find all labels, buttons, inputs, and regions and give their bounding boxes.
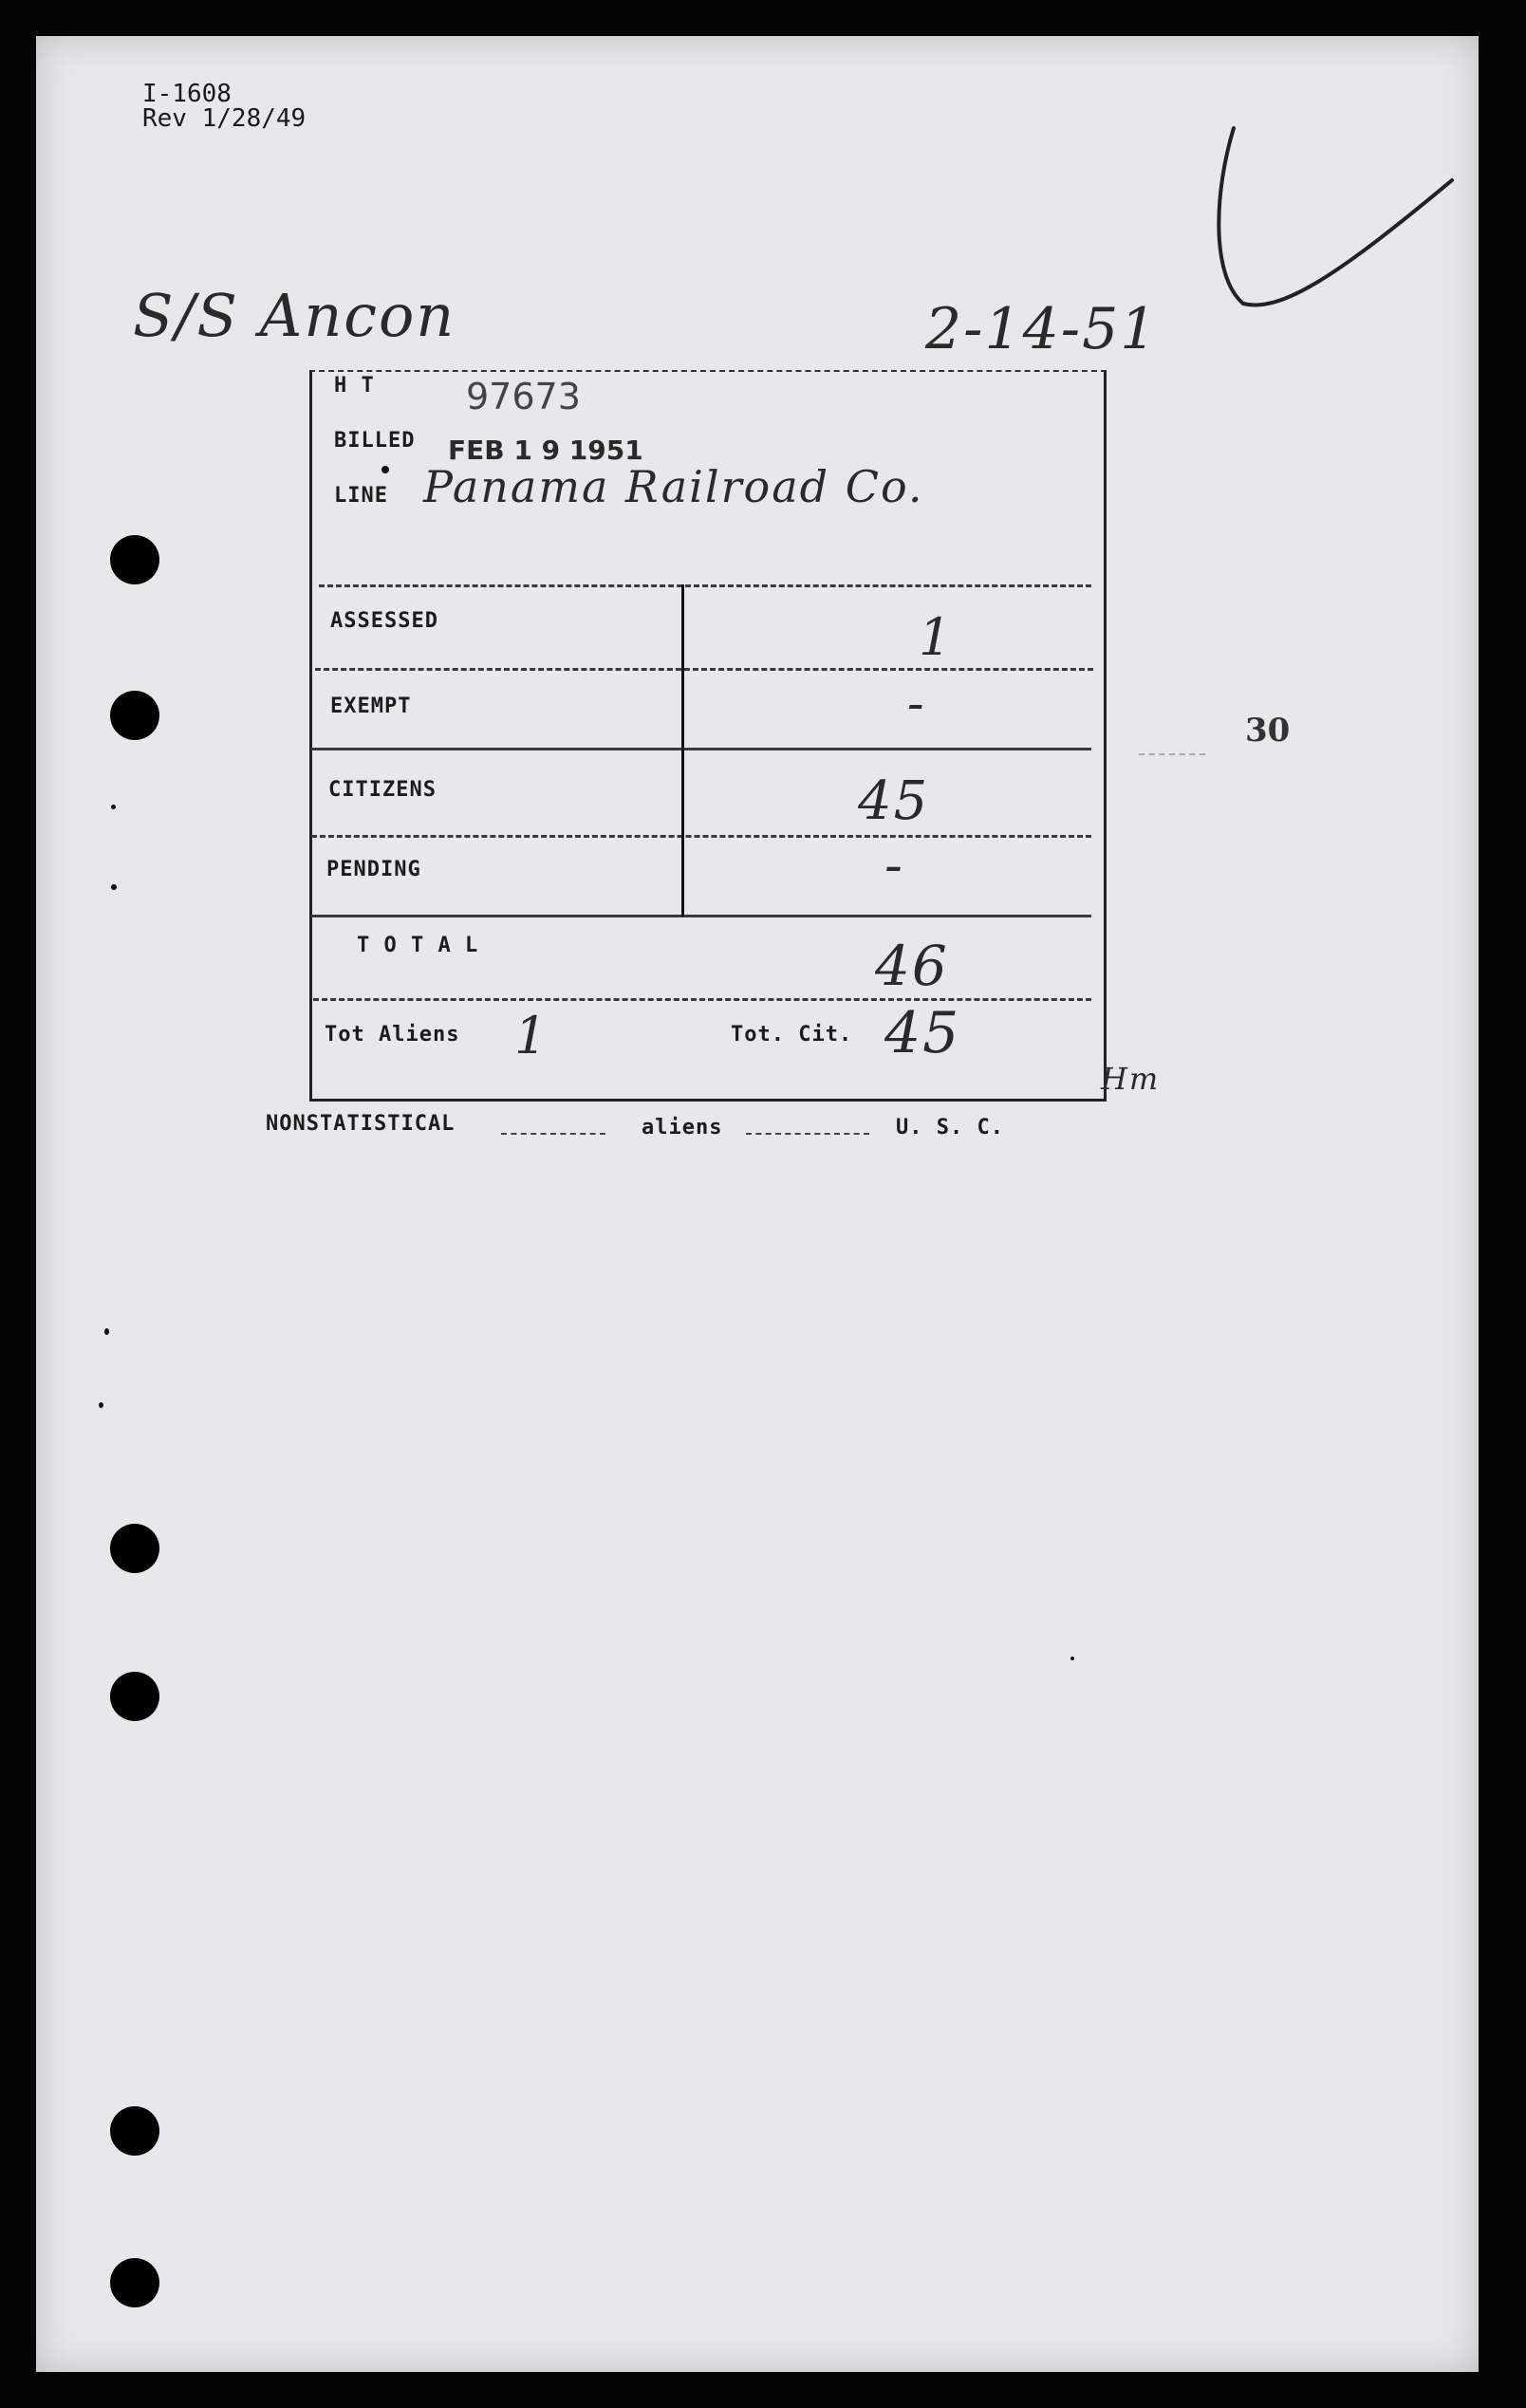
speck xyxy=(1070,1657,1074,1660)
divider xyxy=(311,915,1091,917)
pending-label: PENDING xyxy=(326,858,421,881)
bullet xyxy=(382,466,389,473)
tot-cit-label: Tot. Cit. xyxy=(731,1023,853,1047)
tot-aliens-label: Tot Aliens xyxy=(325,1023,460,1047)
divider xyxy=(315,668,1093,671)
nonstatistical-blank xyxy=(501,1133,605,1135)
ship-name: S/S Ancon xyxy=(133,281,456,350)
assessed-value: 1 xyxy=(919,607,954,667)
exempt-label: EXEMPT xyxy=(330,695,412,718)
line-name: Panama Railroad Co. xyxy=(423,461,924,512)
punch-hole xyxy=(110,2258,159,2307)
form-revision: Rev 1/28/49 xyxy=(142,104,307,133)
divider xyxy=(311,748,1091,750)
speck xyxy=(111,884,117,890)
margin-mark xyxy=(1139,753,1205,755)
form-code xyxy=(142,82,306,131)
divider xyxy=(311,835,1091,838)
check-mark-icon xyxy=(1205,114,1480,332)
usc-label: U. S. C. xyxy=(896,1116,1004,1139)
speck xyxy=(104,1328,109,1335)
nonstatistical-label: NONSTATISTICAL xyxy=(266,1112,456,1136)
initials: Hm xyxy=(1101,1061,1161,1097)
line-label: LINE xyxy=(334,484,388,508)
punch-hole xyxy=(110,1524,159,1573)
punch-hole xyxy=(110,691,159,740)
billed-label: BILLED xyxy=(334,429,416,453)
punch-hole xyxy=(110,1672,159,1721)
tot-aliens-value: 1 xyxy=(514,1006,549,1065)
citizens-value: 45 xyxy=(858,770,930,832)
ht-number: 97673 xyxy=(466,376,581,417)
pending-value: - xyxy=(884,835,904,897)
billed-date-stamp: FEB 1 9 1951 xyxy=(448,435,643,466)
total-label: T O T A L xyxy=(357,934,479,957)
handwritten-date: 2-14-51 xyxy=(925,296,1159,362)
ht-label: H T xyxy=(334,374,375,398)
assessed-label: ASSESSED xyxy=(330,609,438,633)
speck xyxy=(99,1402,103,1408)
speck xyxy=(111,805,116,809)
column-divider xyxy=(681,584,684,917)
punch-hole xyxy=(110,535,159,584)
exempt-value: - xyxy=(907,676,926,732)
aliens-label: aliens xyxy=(642,1116,723,1139)
divider xyxy=(313,998,1091,1001)
tot-cit-value: 45 xyxy=(884,1000,961,1066)
citizens-label: CITIZENS xyxy=(328,778,437,802)
aliens-blank xyxy=(746,1133,869,1135)
tally-card xyxy=(309,370,1103,1099)
punch-hole xyxy=(110,2106,159,2156)
divider xyxy=(319,584,1091,587)
total-value: 46 xyxy=(875,934,949,998)
page-number: 30 xyxy=(1245,712,1291,750)
form-code-number: I-1608 xyxy=(142,80,232,108)
